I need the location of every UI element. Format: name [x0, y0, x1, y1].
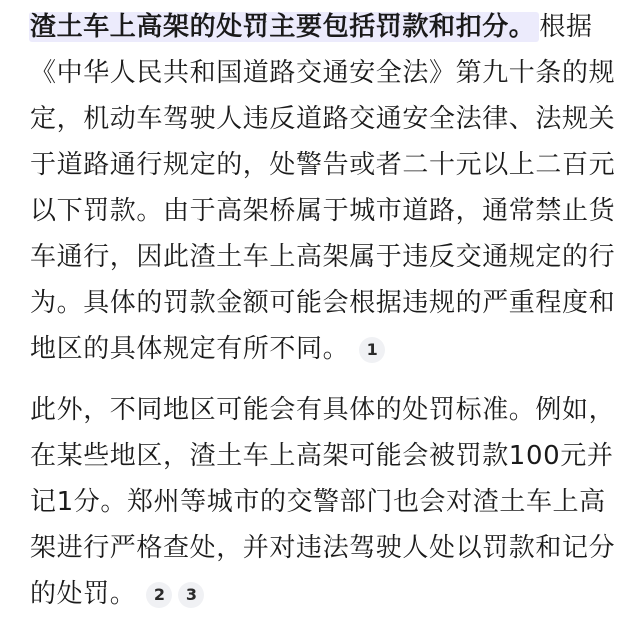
- answer-summary-highlight: 渣土车上高架的处罚主要包括罚款和扣分。: [29, 12, 539, 42]
- citation-badge-1[interactable]: 1: [359, 337, 385, 363]
- answer-paragraph-2-text: 此外，不同地区可能会有具体的处罚标准。例如，在某些地区，渣土车上高架可能会被罚款100元并记1分。郑州等城市的交警部门也会对渣土车上高架进行严格查处，并对违法驾驶人处以罚款和记分的处罚。: [30, 395, 616, 609]
- citation-badge-2[interactable]: 2: [146, 582, 172, 608]
- answer-paragraph-1: [30, 4, 622, 372]
- answer-paragraph-1-text: 根据《中华人民共和国道路交通安全法》第九十条的规定，机动车驾驶人违反道路交通安全法律、法规关于道路通行规定的，处警告或者二十元以上二百元以下罚款。由于高架桥属于城市道路，通常禁止货车通行，因此渣土车上高架属于违反交通规定的行为。具体的罚款金额可能会根据违规的严重程度和地区的具体规定有所不同。: [30, 12, 616, 364]
- citation-badge-3[interactable]: 3: [178, 582, 204, 608]
- answer-paragraph-2: [30, 387, 622, 617]
